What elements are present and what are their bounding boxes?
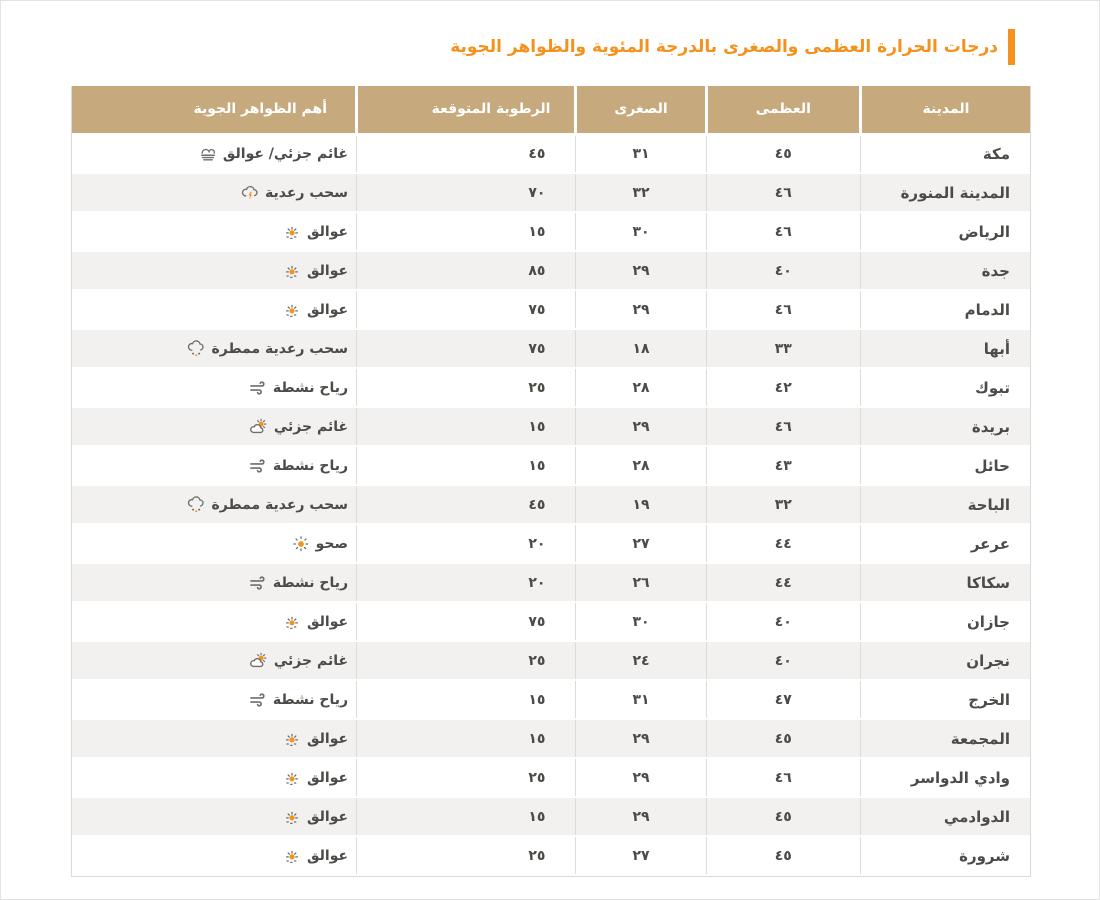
max-temp-cell: ٤٦: [706, 758, 860, 797]
phenomena-content: [249, 651, 348, 671]
humidity-cell: ١٥: [357, 797, 576, 836]
max-temp-cell: ٤٤: [706, 563, 860, 602]
min-temp-cell: ٢٩: [576, 407, 706, 446]
phenomena-cell: [72, 290, 357, 329]
humidity-cell: ١٥: [357, 680, 576, 719]
phenomena-cell: [72, 524, 357, 563]
phenomena-label: رياح نشطة: [272, 457, 349, 474]
phenomena-content: [291, 534, 348, 554]
phenomena-cell: [72, 758, 357, 797]
humidity-cell: ٨٥: [357, 251, 576, 290]
max-temp-cell: ٤٥: [706, 836, 860, 875]
wind-icon: [248, 690, 268, 710]
phenomena-label: رياح نشطة: [272, 379, 349, 396]
humidity-cell: ١٥: [357, 212, 576, 251]
min-temp-cell: ٢٩: [576, 719, 706, 758]
max-temp-cell: ٤٥: [706, 797, 860, 836]
phenomena-label: عوالق: [307, 262, 349, 279]
max-temp-cell: ٤٠: [706, 251, 860, 290]
dust-sun-icon: [282, 261, 302, 281]
column-header-max: العظمى: [706, 86, 860, 134]
min-temp-cell: ٢٤: [576, 641, 706, 680]
max-temp-cell: ٤٠: [706, 602, 860, 641]
min-temp-cell: ٢٨: [576, 446, 706, 485]
phenomena-cell: [72, 173, 357, 212]
min-temp-cell: ٢٩: [576, 290, 706, 329]
phenomena-cell: [72, 602, 357, 641]
city-cell: شرورة: [860, 836, 1030, 875]
phenomena-label: سحب رعدية ممطرة: [211, 340, 349, 357]
min-temp-cell: ٢٧: [576, 836, 706, 875]
table-row: [72, 563, 1030, 602]
thunder-cloud-icon: [240, 183, 260, 203]
max-temp-cell: ٤٦: [706, 212, 860, 251]
phenomena-label: رياح نشطة: [272, 691, 349, 708]
city-cell: جدة: [860, 251, 1030, 290]
dust-sun-icon: [282, 222, 302, 242]
phenomena-label: عوالق: [307, 223, 349, 240]
phenomena-content: [248, 690, 348, 710]
min-temp-cell: ٣١: [576, 680, 706, 719]
min-temp-cell: ٢٩: [576, 797, 706, 836]
dust-sun-icon: [282, 807, 302, 827]
max-temp-cell: ٤٦: [706, 290, 860, 329]
phenomena-cell: [72, 485, 357, 524]
phenomena-cell: [72, 719, 357, 758]
phenomena-cell: [72, 251, 357, 290]
phenomena-content: [282, 846, 348, 866]
table-row: [72, 212, 1030, 251]
city-cell: تبوك: [860, 368, 1030, 407]
humidity-cell: ٢٥: [357, 368, 576, 407]
phenomena-label: سحب رعدية ممطرة: [211, 496, 349, 513]
max-temp-cell: ٤٥: [706, 719, 860, 758]
table-row: [72, 641, 1030, 680]
phenomena-label: غائم جزئي: [273, 652, 349, 669]
min-temp-cell: ٣٢: [576, 173, 706, 212]
max-temp-cell: ٤٣: [706, 446, 860, 485]
min-temp-cell: ٢٩: [576, 758, 706, 797]
column-header-city: المدينة: [860, 86, 1030, 134]
city-cell: الدوادمي: [860, 797, 1030, 836]
weather-table: [72, 86, 1030, 876]
max-temp-cell: ٣٣: [706, 329, 860, 368]
phenomena-cell: [72, 641, 357, 680]
humidity-cell: ١٥: [357, 407, 576, 446]
table-row: [72, 407, 1030, 446]
city-cell: حائل: [860, 446, 1030, 485]
rain-thunder-cloud-icon: [186, 339, 206, 359]
phenomena-label: عوالق: [307, 769, 349, 786]
table-row: [72, 446, 1030, 485]
city-cell: نجران: [860, 641, 1030, 680]
dust-sun-icon: [282, 846, 302, 866]
column-header-min: الصغرى: [576, 86, 706, 134]
city-cell: بريدة: [860, 407, 1030, 446]
sun-icon: [291, 534, 311, 554]
city-cell: مكة: [860, 134, 1030, 173]
table-row: [72, 134, 1030, 173]
table-row: [72, 797, 1030, 836]
phenomena-cell: [72, 836, 357, 875]
city-cell: سكاكا: [860, 563, 1030, 602]
humidity-cell: ٧٥: [357, 290, 576, 329]
city-cell: الباحة: [860, 485, 1030, 524]
city-cell: أبها: [860, 329, 1030, 368]
humidity-cell: ٤٥: [357, 485, 576, 524]
humidity-cell: ٧٥: [357, 602, 576, 641]
humidity-cell: ٢٥: [357, 758, 576, 797]
weather-table-container: [71, 86, 1031, 877]
min-temp-cell: ٣٠: [576, 212, 706, 251]
humidity-cell: ٤٥: [357, 134, 576, 173]
max-temp-cell: ٣٢: [706, 485, 860, 524]
min-temp-cell: ٢٧: [576, 524, 706, 563]
phenomena-content: [186, 339, 348, 359]
city-cell: المدينة المنورة: [860, 173, 1030, 212]
phenomena-label: غائم جزئي/ عوالق: [222, 145, 349, 162]
partly-cloudy-icon: [249, 417, 269, 437]
phenomena-content: [249, 417, 348, 437]
phenomena-cell: [72, 368, 357, 407]
phenomena-cell: [72, 563, 357, 602]
max-temp-cell: ٤٧: [706, 680, 860, 719]
phenomena-label: سحب رعدية: [265, 184, 349, 201]
phenomena-content: [240, 183, 348, 203]
phenomena-label: عوالق: [307, 730, 349, 747]
humidity-cell: ٧٥: [357, 329, 576, 368]
max-temp-cell: ٤٤: [706, 524, 860, 563]
humidity-cell: ٢٠: [357, 563, 576, 602]
table-row: [72, 485, 1030, 524]
max-temp-cell: ٤٢: [706, 368, 860, 407]
min-temp-cell: ٢٨: [576, 368, 706, 407]
phenomena-label: عوالق: [307, 613, 349, 630]
phenomena-content: [248, 456, 348, 476]
phenomena-label: رياح نشطة: [272, 574, 349, 591]
dust-sun-icon: [282, 768, 302, 788]
phenomena-content: [248, 573, 348, 593]
humidity-cell: ٧٠: [357, 173, 576, 212]
title-accent-bar: [1008, 29, 1015, 65]
page-title: درجات الحرارة العظمى والصغرى بالدرجة المئوية والظواهر الجوية: [450, 37, 998, 57]
phenomena-label: عوالق: [307, 301, 349, 318]
wind-icon: [248, 573, 268, 593]
humidity-cell: ١٥: [357, 719, 576, 758]
table-row: [72, 329, 1030, 368]
phenomena-cell: [72, 797, 357, 836]
table-header-row: [72, 86, 1030, 134]
table-body: [72, 134, 1030, 875]
table-row: [72, 836, 1030, 875]
table-row: [72, 251, 1030, 290]
city-cell: الرياض: [860, 212, 1030, 251]
phenomena-content: [282, 729, 348, 749]
min-temp-cell: ٢٦: [576, 563, 706, 602]
min-temp-cell: ٣٠: [576, 602, 706, 641]
min-temp-cell: ١٨: [576, 329, 706, 368]
max-temp-cell: ٤٦: [706, 173, 860, 212]
dust-sun-icon: [282, 612, 302, 632]
phenomena-cell: [72, 134, 357, 173]
min-temp-cell: ١٩: [576, 485, 706, 524]
dust-sun-icon: [282, 300, 302, 320]
phenomena-content: [282, 612, 348, 632]
phenomena-content: [248, 378, 348, 398]
phenomena-content: [198, 144, 348, 164]
city-cell: عرعر: [860, 524, 1030, 563]
phenomena-cell: [72, 329, 357, 368]
phenomena-label: صحو: [315, 535, 349, 552]
table-row: [72, 368, 1030, 407]
city-cell: وادي الدواسر: [860, 758, 1030, 797]
table-row: [72, 524, 1030, 563]
table-row: [72, 758, 1030, 797]
section-title-row: [71, 28, 1015, 66]
min-temp-cell: ٢٩: [576, 251, 706, 290]
max-temp-cell: ٤٥: [706, 134, 860, 173]
table-row: [72, 290, 1030, 329]
phenomena-cell: [72, 212, 357, 251]
phenomena-label: عوالق: [307, 847, 349, 864]
phenomena-content: [282, 300, 348, 320]
humidity-cell: ١٥: [357, 446, 576, 485]
phenomena-cell: [72, 446, 357, 485]
table-row: [72, 602, 1030, 641]
phenomena-label: غائم جزئي: [273, 418, 349, 435]
humidity-cell: ٢٥: [357, 836, 576, 875]
phenomena-content: [282, 222, 348, 242]
phenomena-content: [282, 261, 348, 281]
haze-cloud-icon: [198, 144, 218, 164]
partly-cloudy-icon: [249, 651, 269, 671]
city-cell: المجمعة: [860, 719, 1030, 758]
phenomena-content: [186, 495, 348, 515]
phenomena-content: [282, 768, 348, 788]
phenomena-label: عوالق: [307, 808, 349, 825]
min-temp-cell: ٣١: [576, 134, 706, 173]
table-row: [72, 173, 1030, 212]
humidity-cell: ٢٥: [357, 641, 576, 680]
wind-icon: [248, 456, 268, 476]
table-row: [72, 719, 1030, 758]
rain-thunder-cloud-icon: [186, 495, 206, 515]
city-cell: الدمام: [860, 290, 1030, 329]
phenomena-cell: [72, 680, 357, 719]
max-temp-cell: ٤٠: [706, 641, 860, 680]
city-cell: الخرج: [860, 680, 1030, 719]
phenomena-content: [282, 807, 348, 827]
table-row: [72, 680, 1030, 719]
wind-icon: [248, 378, 268, 398]
max-temp-cell: ٤٦: [706, 407, 860, 446]
phenomena-cell: [72, 407, 357, 446]
humidity-cell: ٢٠: [357, 524, 576, 563]
column-header-phenomena: أهم الظواهر الجوية: [72, 86, 357, 134]
city-cell: جازان: [860, 602, 1030, 641]
column-header-humidity: الرطوبة المتوقعة: [357, 86, 576, 134]
dust-sun-icon: [282, 729, 302, 749]
